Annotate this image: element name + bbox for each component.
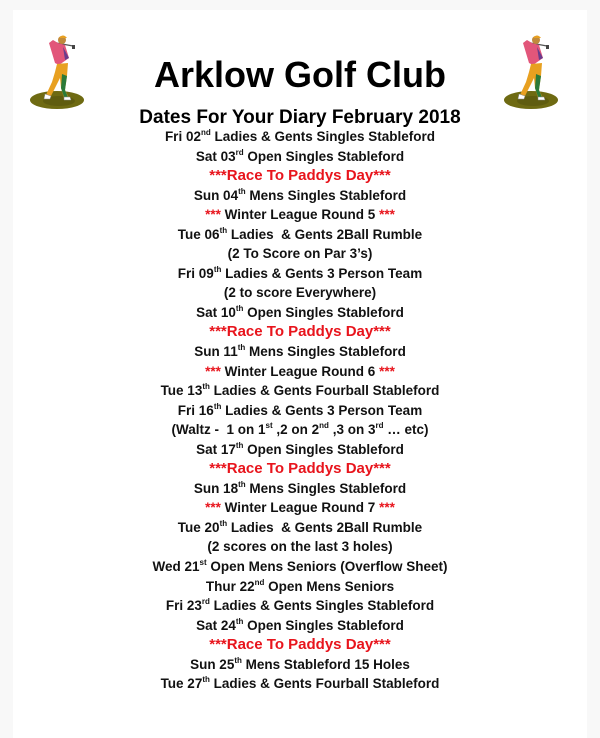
event-description: Mens Stableford 15 Holes xyxy=(241,656,410,672)
note-text: (Waltz - 1 on 1 xyxy=(171,422,266,438)
event-line xyxy=(13,401,587,421)
event-date: Fri 09 xyxy=(177,265,214,281)
event-line xyxy=(13,616,587,636)
date-suffix: rd xyxy=(201,597,210,607)
date-suffix: th xyxy=(238,479,246,489)
event-description: Open Singles Stableford xyxy=(243,441,404,457)
winter-league-line xyxy=(13,205,587,225)
date-suffix: nd xyxy=(254,577,265,587)
event-date: Tue 06 xyxy=(177,226,220,242)
race-to-paddys-day-banner: ***Race To Paddys Day*** xyxy=(209,167,391,185)
event-line xyxy=(13,577,587,597)
event-description: Ladies & Gents Singles Stableford xyxy=(210,129,436,144)
date-suffix: nd xyxy=(200,128,211,137)
event-line xyxy=(13,225,587,245)
event-date: Wed 21 xyxy=(152,559,200,575)
page-title: Arklow Golf Club xyxy=(154,54,446,95)
ordinal-suffix: st xyxy=(265,421,273,431)
event-date: Thur 22 xyxy=(205,578,255,594)
date-suffix: th xyxy=(202,382,210,392)
event-date: Fri 02 xyxy=(164,129,201,144)
event-date: Tue 13 xyxy=(160,383,203,399)
winter-league-label: Winter League Round 5 xyxy=(220,207,380,223)
event-date: Sun 04 xyxy=(193,187,239,203)
event-line xyxy=(13,479,587,499)
event-date: Sun 11 xyxy=(194,344,238,360)
event-date: Sun 25 xyxy=(190,656,235,672)
date-suffix: th xyxy=(213,264,222,274)
event-line xyxy=(13,440,587,460)
event-line xyxy=(13,147,587,167)
event-date: Fri 16 xyxy=(177,402,214,418)
note-text: … etc) xyxy=(383,422,429,438)
stars-left: *** xyxy=(205,207,221,223)
race-to-paddys-day-banner: ***Race To Paddys Day*** xyxy=(209,323,391,341)
ordinal-suffix: nd xyxy=(319,421,329,431)
event-line xyxy=(13,557,587,577)
date-suffix: th xyxy=(213,401,222,411)
event-line xyxy=(13,674,587,694)
stars-right: *** xyxy=(379,207,395,223)
date-suffix: th xyxy=(219,518,228,528)
winter-league-label: Winter League Round 7 xyxy=(220,500,380,516)
event-line xyxy=(13,655,587,675)
event-list xyxy=(13,127,587,694)
event-description: Open Mens Seniors (Overflow Sheet) xyxy=(206,559,448,575)
date-suffix: th xyxy=(237,343,246,353)
event-description: Mens Singles Stableford xyxy=(245,344,406,360)
event-description: Ladies & Gents 3 Person Team xyxy=(221,265,423,281)
event-date: Tue 20 xyxy=(177,519,220,535)
event-date: Sat 10 xyxy=(196,304,236,320)
event-line xyxy=(13,127,587,147)
event-date: Tue 27 xyxy=(160,676,203,692)
event-line xyxy=(13,342,587,362)
winter-league-line xyxy=(13,362,587,382)
event-description: Open Singles Stableford xyxy=(243,148,405,164)
event-line xyxy=(13,518,587,538)
note-text: ,3 on 3 xyxy=(328,422,376,438)
event-description: Open Mens Seniors xyxy=(264,578,395,594)
date-suffix: th xyxy=(235,616,244,626)
event-description: Open Singles Stableford xyxy=(243,617,404,633)
winter-league-label: Winter League Round 6 xyxy=(220,363,380,379)
event-description: Ladies & Gents Fourball Stableford xyxy=(209,676,440,692)
date-suffix: th xyxy=(219,225,228,235)
event-description: Open Singles Stableford xyxy=(243,304,404,320)
date-suffix: th xyxy=(238,186,246,196)
event-line xyxy=(13,381,587,401)
date-suffix: st xyxy=(199,558,207,568)
event-description: Ladies & Gents Singles Stableford xyxy=(209,598,435,614)
event-date: Sat 03 xyxy=(195,148,236,164)
race-to-paddys-day-banner: ***Race To Paddys Day*** xyxy=(209,636,391,654)
event-description: Mens Singles Stableford xyxy=(245,480,407,496)
date-suffix: th xyxy=(235,440,244,450)
event-description: Ladies & Gents 3 Person Team xyxy=(221,402,423,418)
event-date: Sun 18 xyxy=(193,480,239,496)
event-line xyxy=(13,186,587,206)
stars-left: *** xyxy=(205,500,221,516)
event-description: Mens Singles Stableford xyxy=(245,187,407,203)
note-text: ,2 on 2 xyxy=(272,422,320,438)
event-note xyxy=(13,420,587,440)
event-description: Ladies & Gents 2Ball Rumble xyxy=(227,519,423,535)
date-suffix: rd xyxy=(235,147,244,157)
event-note: (2 to score Everywhere) xyxy=(223,285,377,301)
stars-right: *** xyxy=(379,500,395,516)
date-suffix: th xyxy=(234,655,242,665)
event-date: Sat 17 xyxy=(196,441,236,457)
event-date: Fri 23 xyxy=(165,598,202,614)
page-subtitle: Dates For Your Diary February 2018 xyxy=(139,107,461,128)
event-line xyxy=(13,264,587,284)
date-suffix: th xyxy=(235,303,244,313)
event-line xyxy=(13,303,587,323)
event-date: Sat 24 xyxy=(196,617,236,633)
date-suffix: th xyxy=(202,675,210,685)
diary-sheet xyxy=(13,10,587,738)
event-line xyxy=(13,596,587,616)
ordinal-suffix: rd xyxy=(375,421,384,431)
event-note: (2 To Score on Par 3’s) xyxy=(227,246,373,262)
event-description: Ladies & Gents Fourball Stableford xyxy=(209,383,440,399)
event-note: (2 scores on the last 3 holes) xyxy=(207,539,393,555)
race-to-paddys-day-banner: ***Race To Paddys Day*** xyxy=(209,460,391,478)
stars-right: *** xyxy=(379,363,395,379)
winter-league-line xyxy=(13,498,587,518)
event-description: Ladies & Gents 2Ball Rumble xyxy=(227,226,423,242)
stars-left: *** xyxy=(205,363,221,379)
